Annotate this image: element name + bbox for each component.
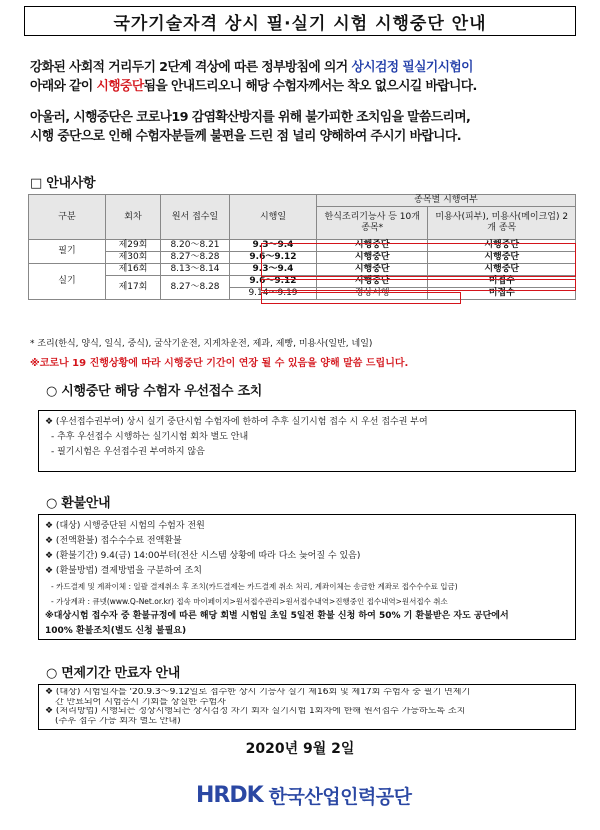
refund-box [38,514,576,640]
refund-line-6: - 가상계좌 : 큐넷(www.Q-Net.or.kr) 접속 마이페이지>원서접수관리>원서접수내역>진행중인 접수내역>원서접수 취소 [51,597,448,606]
highlight-box-practical-16 [261,279,576,291]
refund-line-3: ❖ (환불기간) 9.4(금) 14:00부터(전산 시스템 상황에 따라 다소 늦어질 수 있음) [45,551,361,561]
exemption-line-3: ❖ (처리방법) 시행되는 정상시행되는 상시검정 차기 회차 실기시험 1회차에 한해 원서접수 가능하도록 조치 [45,707,466,716]
section-refund-heading: ○ 환불안내 [46,496,111,511]
cell-exam: 9.14～9.19 [230,288,317,300]
cell-status-1: 시행중단 [317,276,428,288]
cell-apply: 8.27～8.28 [161,276,230,300]
cell-type: 실기 [29,264,106,300]
cell-status-1: 시행중단 [317,252,428,264]
cell-exam: 9.3～9.4 [230,240,317,252]
issue-date: 2020년 9월 2일 [245,741,355,757]
cell-apply: 8.27～8.28 [161,252,230,264]
highlight-box-written [261,243,576,277]
priority-box [38,410,576,472]
refund-line-5: - 카드결제 및 계좌이체 : 일괄 결제취소 후 조치(카드결제는 카드결제 취소 처리, 계좌이체는 송금한 계좌로 접수수수료 입금) [51,582,458,591]
cell-exam: 9.3～9.4 [230,264,317,276]
cell-round: 제30회 [106,252,161,264]
cell-exam: 9.6～9.12 [230,276,317,288]
refund-line-2: ❖ (전액환불) 접수수수료 전액환불 [45,536,182,546]
header-apply: 원서 접수일 [161,195,230,240]
exemption-line-1: ❖ (대상) 시험일자를 '20.9.3～9.12일로 접수한 상시 기능사 실기 제16회 및 제17회 수험자 중 필기 면제기 [45,688,471,697]
intro-paragraph-1: 강화된 사회적 거리두기 2단계 격상에 따른 정부방침에 의거 상시검정 필실기시험이 아래와 같이 시행중단됨을 안내드리오니 해당 수험자께서는 착오 없으시길 바랍니다. [30,60,477,94]
section-info-heading: □ 안내사항 [30,176,96,191]
exemption-box [38,684,576,730]
header-exam: 시행일 [230,195,317,240]
footnote: * 조리(한식, 양식, 일식, 중식), 굴삭기운전, 지게차운전, 제과, 제빵, 미용사(일반, 네일) [30,339,373,349]
header-type: 구분 [29,195,106,240]
section-exemption-heading: ○ 면제기간 만료자 안내 [46,666,181,681]
cell-status-2: 시행중단 [428,240,576,252]
org-logo [196,782,412,809]
cell-status-1: 시행중단 [317,240,428,252]
cell-status-2: 미접수 [428,288,576,300]
cell-round: 제16회 [106,264,161,276]
section-priority-heading: ○ 시행중단 해당 수험자 우선접수 조치 [46,384,263,399]
warning-note: ※코로나 19 진행상황에 따라 시행중단 기간이 연장 될 수 있음을 양해 말씀 드립니다. [30,358,409,369]
page-title: 국가기술자격 상시 필·실기 시험 시행중단 안내 [24,6,576,36]
exemption-line-2: 간 만료되어 시험응시 기회를 상실한 수험자 [55,697,226,707]
cell-status-1: 시행중단 [317,264,428,276]
highlight-box-practical-17 [261,292,461,304]
priority-line-1: ❖ (우선접수권부여) 상시 실기 중단시험 수험자에 한하여 추후 실기시험 접수 시 우선 접수권 부여 [45,417,428,427]
refund-line-4: ❖ (환불방법) 결제방법을 구분하여 조치 [45,566,202,576]
header-round: 회차 [106,195,161,240]
refund-line-7: ※대상시험 접수자 중 환불규정에 따른 해당 회별 시험일 초일 5일전 환불 신청 하여 50% 기 환불받은 자도 공단에서 [45,611,509,621]
cell-status-2: 시행중단 [428,264,576,276]
cell-apply: 8.13～8.14 [161,264,230,276]
cell-apply: 8.20～8.21 [161,240,230,252]
cell-round: 제17회 [106,276,161,300]
priority-line-2: - 추후 우선접수 시행하는 실기시험 회차 별도 안내 [51,432,249,442]
cell-status-2: 시행중단 [428,252,576,264]
header-col1: 한식조리기능사 등 10개 종목* [317,207,428,240]
org-name: 한국산업인력공단 [268,786,412,808]
refund-line-8: 100% 환불조치(별도 신청 불필요) [45,626,187,636]
hrdk-logo-mark: HRDK [196,783,263,808]
intro-paragraph-2: 아울러, 시행중단은 코로나19 감염확산방지를 위해 불가피한 조치임을 말씀드리며, 시행 중단으로 인해 수험자분들께 불편을 드린 점 널리 양해하여 주시기 바랍니다. [30,110,471,144]
cell-status-1: 정상시행 [317,288,428,300]
cell-type: 필기 [29,240,106,264]
cell-round: 제29회 [106,240,161,252]
exemption-line-4: (추후 접수 가능 회차 별도 안내) [55,716,181,726]
refund-line-1: ❖ (대상) 시행중단된 시험의 수험자 전원 [45,521,205,531]
priority-line-3: - 필기시험은 우선접수권 부여하지 않음 [51,447,205,457]
cell-exam: 9.6～9.12 [230,252,317,264]
cell-status-2: 미접수 [428,276,576,288]
header-status: 종목별 시행여부 [317,195,576,207]
header-col2: 미용사(피부), 미용사(메이크업) 2개 종목 [428,207,576,240]
